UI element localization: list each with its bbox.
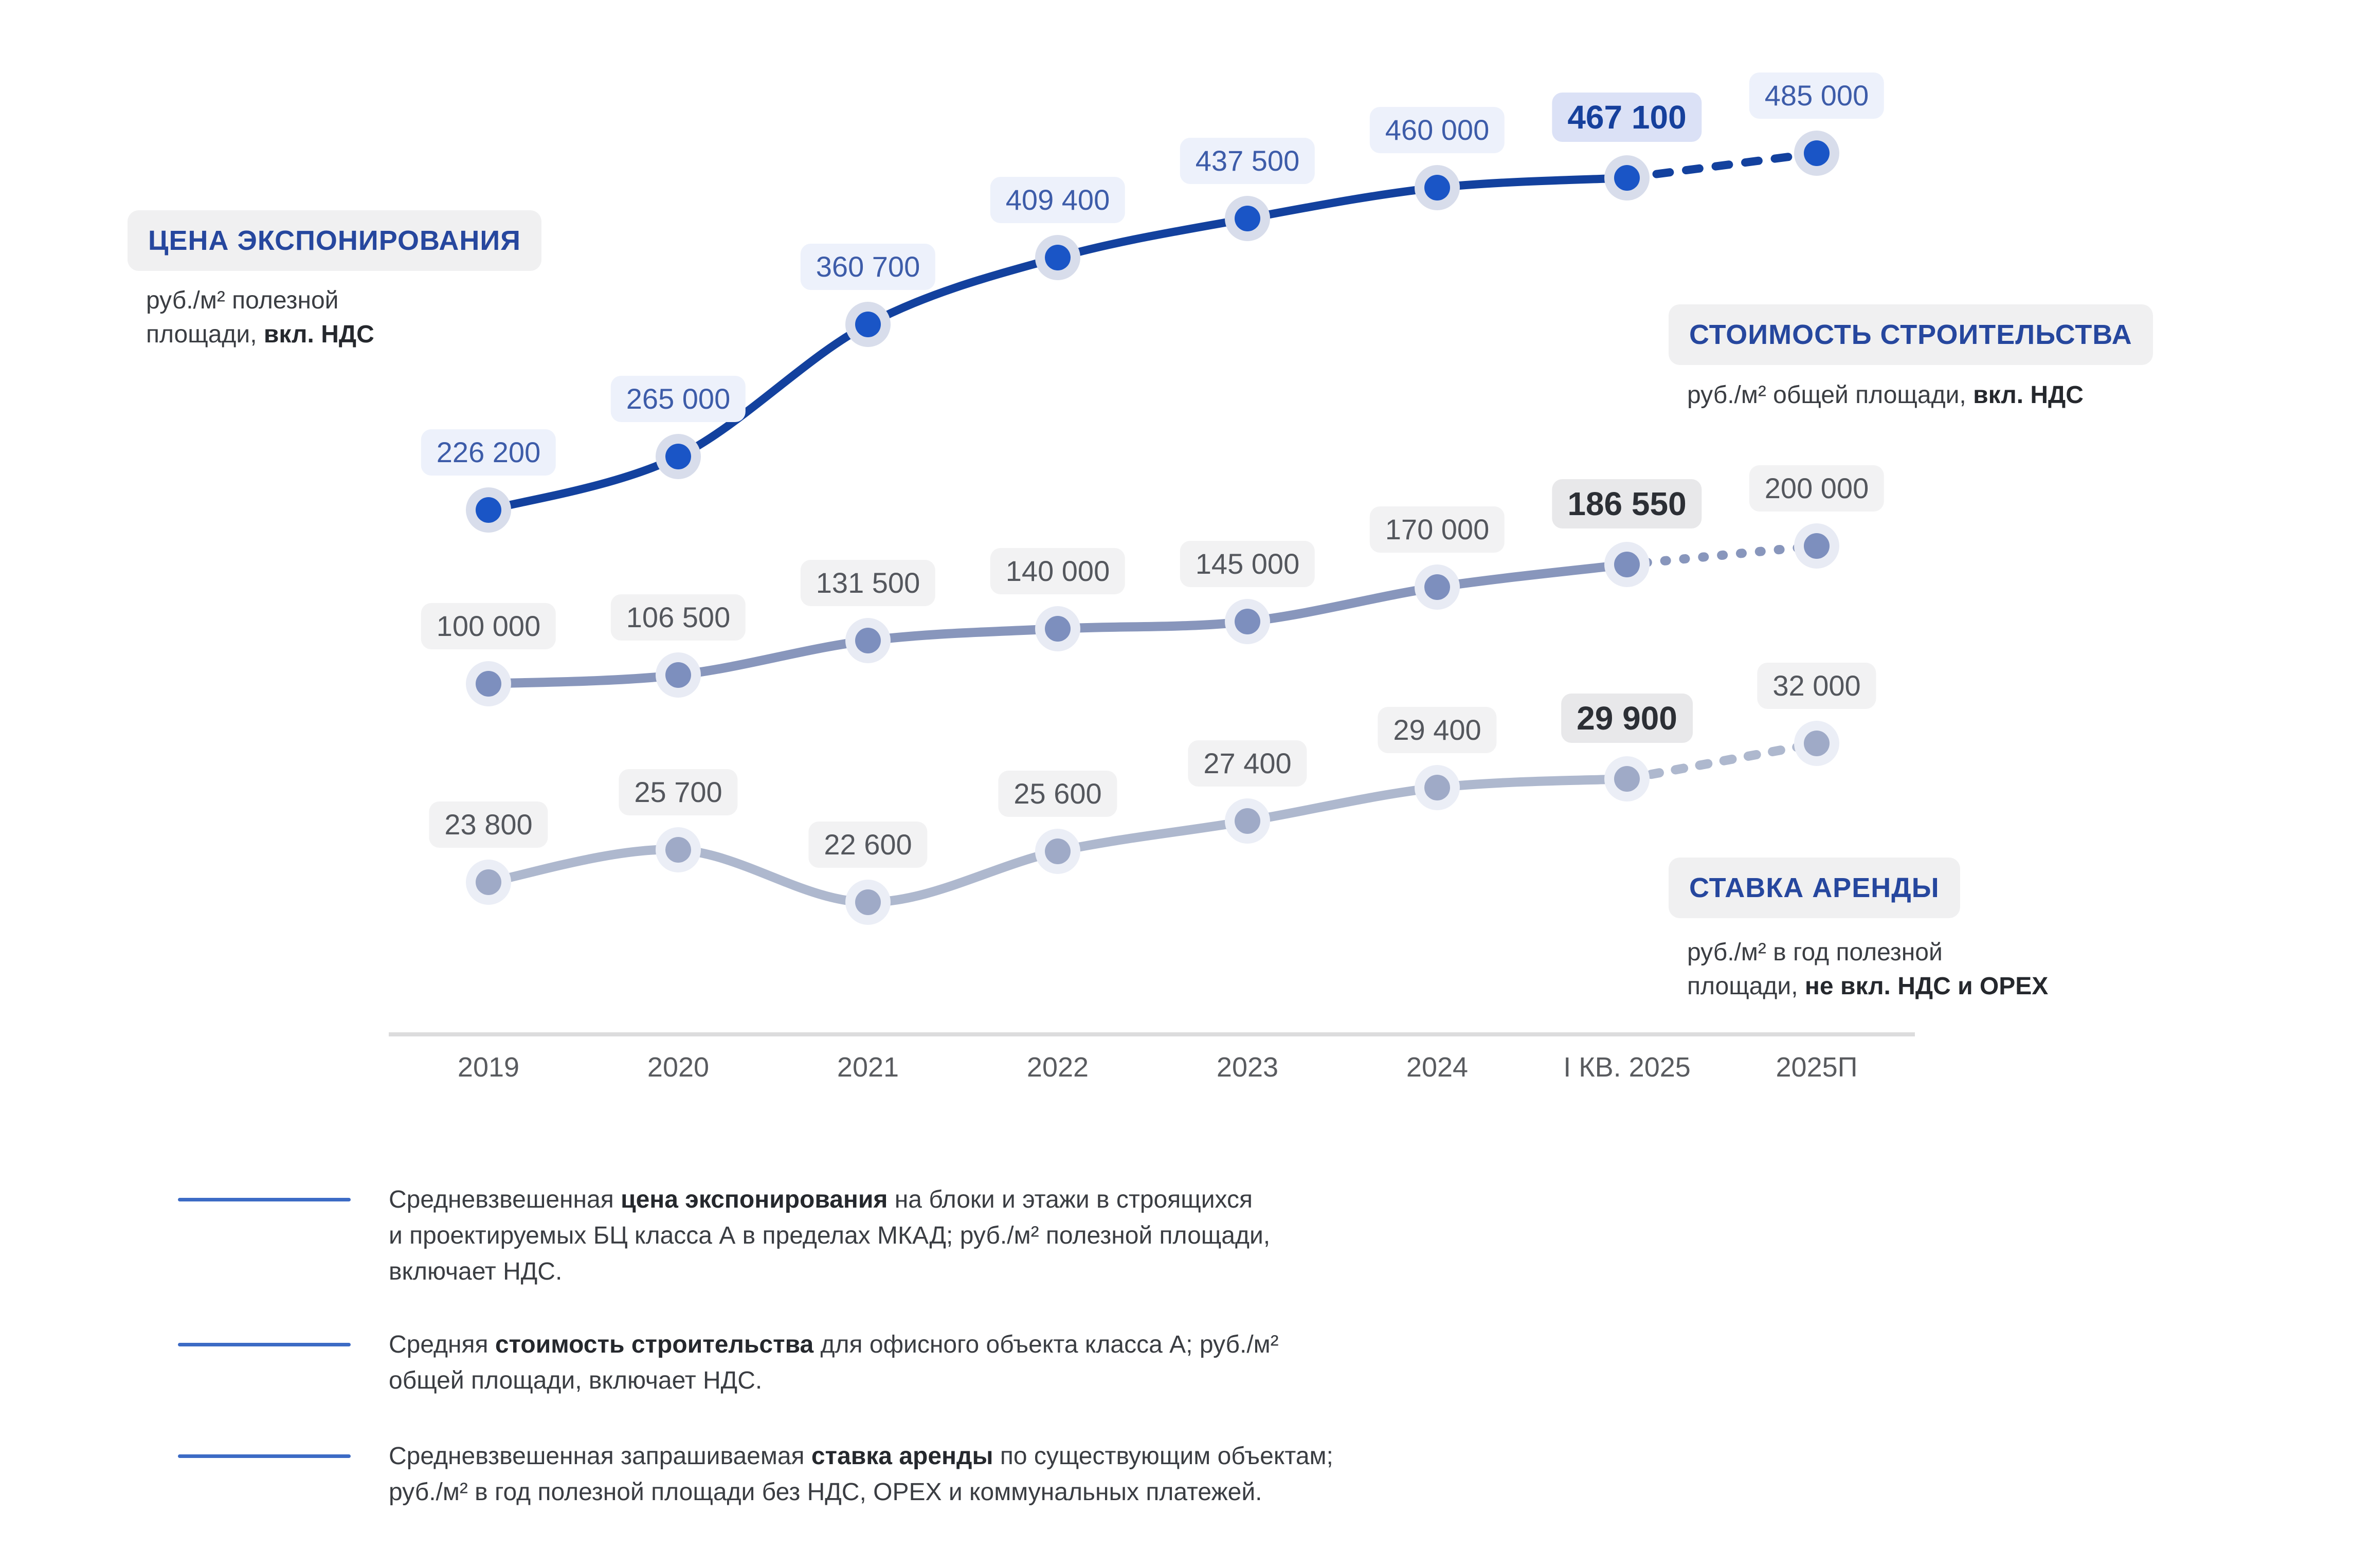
data-label-chip-series1-2019: 100 000 <box>421 603 556 649</box>
data-label-chip-series1-2024: 170 000 <box>1370 506 1505 553</box>
text-segment: Средневзвешенная запрашиваемая <box>389 1443 811 1470</box>
point-dot <box>1614 552 1640 577</box>
data-label-chip-series2-2025П: 32 000 <box>1757 663 1876 709</box>
point-dot <box>1804 140 1830 166</box>
point-dot <box>476 869 501 895</box>
data-label-chip-series1-2025П: 200 000 <box>1749 465 1884 512</box>
text-line <box>1687 936 2048 970</box>
data-label-chip-series0-2020: 265 000 <box>611 376 746 422</box>
legend-text-rent <box>389 1438 1333 1510</box>
series-forecast-dashed-line-1 <box>1627 546 1817 564</box>
text-line <box>146 284 374 318</box>
bold-text-segment: вкл. НДС <box>263 321 374 348</box>
point-dot <box>1614 766 1640 792</box>
data-label-chip-series2-2024: 29 400 <box>1378 707 1496 753</box>
data-label-chip-series0-2019: 226 200 <box>421 429 556 476</box>
point-dot <box>1614 165 1640 191</box>
text-line <box>389 1327 1279 1363</box>
text-line <box>389 1182 1270 1218</box>
text-segment: на блоки и этажи в строящихся <box>888 1186 1253 1213</box>
point-dot <box>476 671 501 697</box>
data-label-chip-series2-2021: 22 600 <box>808 822 927 868</box>
point-dot <box>1235 808 1260 834</box>
point-dot <box>665 837 691 863</box>
text-segment: площади, <box>1687 973 1805 1000</box>
point-dot <box>1424 574 1450 600</box>
series-forecast-dashed-line-2 <box>1627 743 1817 779</box>
rent-series-title-badge <box>1669 858 1960 918</box>
data-label-chip-series2-I КВ. 2025: 29 900 <box>1561 694 1693 743</box>
text-line <box>389 1438 1333 1474</box>
data-label-chip-series2-2020: 25 700 <box>619 769 737 815</box>
bold-text-segment: стоимость строительства <box>495 1331 814 1358</box>
point-dot <box>1804 533 1830 559</box>
data-label-chip-series2-2023: 27 400 <box>1188 740 1307 787</box>
data-label-chip-series0-2023: 437 500 <box>1180 138 1315 184</box>
rent-series-subtitle <box>1687 936 2048 1004</box>
point-dot <box>665 662 691 688</box>
text-segment: общей площади, включает НДС. <box>389 1367 763 1394</box>
point-dot <box>476 497 501 523</box>
data-label-chip-series0-2025П: 485 000 <box>1749 72 1884 119</box>
point-dot <box>1424 175 1450 200</box>
data-label-chip-series1-2022: 140 000 <box>990 548 1125 594</box>
data-label-chip-series1-2021: 131 500 <box>801 560 935 606</box>
text-line <box>389 1363 1279 1399</box>
text-segment: по существующим объектам; <box>993 1443 1333 1470</box>
point-dot <box>855 889 881 915</box>
legend-line-swatch-construction <box>178 1343 351 1346</box>
rent-series-title: СТАВКА АРЕНДЫ <box>1689 872 1940 903</box>
price-series-subtitle <box>146 284 374 352</box>
construction-series-title-badge <box>1669 304 2153 365</box>
x-axis-label-2022: 2022 <box>1026 1052 1089 1083</box>
data-label-chip-series2-2019: 23 800 <box>429 801 548 848</box>
bold-text-segment: цена экспонирования <box>621 1186 888 1213</box>
text-line <box>1687 970 2048 1004</box>
x-axis-label-I КВ. 2025: I КВ. 2025 <box>1563 1052 1691 1083</box>
data-label-chip-series0-2021: 360 700 <box>801 244 935 290</box>
construction-series-title: СТОИМОСТЬ СТРОИТЕЛЬСТВА <box>1689 319 2132 350</box>
bold-text-segment: не вкл. НДС и OPEX <box>1804 973 2049 1000</box>
text-segment: для офисного объекта класса А; руб./м² <box>813 1331 1279 1358</box>
x-axis-label-2024: 2024 <box>1406 1052 1469 1083</box>
text-line <box>389 1254 1270 1290</box>
text-segment: руб./м² в год полезной <box>1687 939 1943 966</box>
text-line <box>389 1474 1333 1510</box>
point-dot <box>855 312 881 337</box>
series-forecast-dashed-line-0 <box>1627 153 1817 178</box>
price-series-title-badge <box>128 210 541 271</box>
text-segment: руб./м² полезной <box>146 287 339 314</box>
x-axis-label-2025П: 2025П <box>1776 1052 1858 1083</box>
legend-text-price <box>389 1182 1270 1290</box>
point-dot <box>1045 616 1071 642</box>
data-label-chip-series1-I КВ. 2025: 186 550 <box>1552 479 1702 528</box>
point-dot <box>665 444 691 469</box>
text-line <box>389 1218 1270 1254</box>
data-label-chip-series1-2020: 106 500 <box>611 594 746 641</box>
point-dot <box>1235 206 1260 231</box>
data-label-chip-series0-I КВ. 2025: 467 100 <box>1552 93 1702 142</box>
text-segment: руб./м² в год полезной площади без НДС, OPEX и коммунальных платежей. <box>389 1479 1262 1506</box>
x-axis-label-2023: 2023 <box>1216 1052 1279 1083</box>
text-line <box>146 318 374 352</box>
x-axis-label-2021: 2021 <box>837 1052 899 1083</box>
data-label-chip-series1-2023: 145 000 <box>1180 541 1315 587</box>
text-line <box>1687 378 2084 412</box>
text-segment: Средневзвешенная <box>389 1186 621 1213</box>
point-dot <box>1045 245 1071 270</box>
x-axis-label-2019: 2019 <box>457 1052 520 1083</box>
point-dot <box>1045 838 1071 864</box>
data-label-chip-series0-2022: 409 400 <box>990 177 1125 223</box>
x-axis-label-2020: 2020 <box>647 1052 710 1083</box>
text-segment: Средняя <box>389 1331 495 1358</box>
text-segment: площади, <box>146 321 264 348</box>
point-dot <box>1235 609 1260 634</box>
construction-series-subtitle <box>1687 378 2084 412</box>
bold-text-segment: ставка аренды <box>811 1443 993 1470</box>
legend-line-swatch-price <box>178 1198 351 1201</box>
point-dot <box>1804 731 1830 756</box>
point-dot <box>1424 775 1450 800</box>
legend-line-swatch-rent <box>178 1454 351 1458</box>
legend-text-construction <box>389 1327 1279 1399</box>
data-label-chip-series2-2022: 25 600 <box>998 771 1117 817</box>
text-segment: руб./м² общей площади, <box>1687 381 1974 409</box>
price-series-title: ЦЕНА ЭКСПОНИРОВАНИЯ <box>148 225 521 256</box>
text-segment: включает НДС. <box>389 1258 563 1285</box>
text-segment: и проектируемых БЦ класса А в пределах МКАД; руб./м² полезной площади, <box>389 1222 1271 1249</box>
point-dot <box>855 628 881 653</box>
bold-text-segment: вкл. НДС <box>1973 381 2084 409</box>
data-label-chip-series0-2024: 460 000 <box>1370 107 1505 153</box>
